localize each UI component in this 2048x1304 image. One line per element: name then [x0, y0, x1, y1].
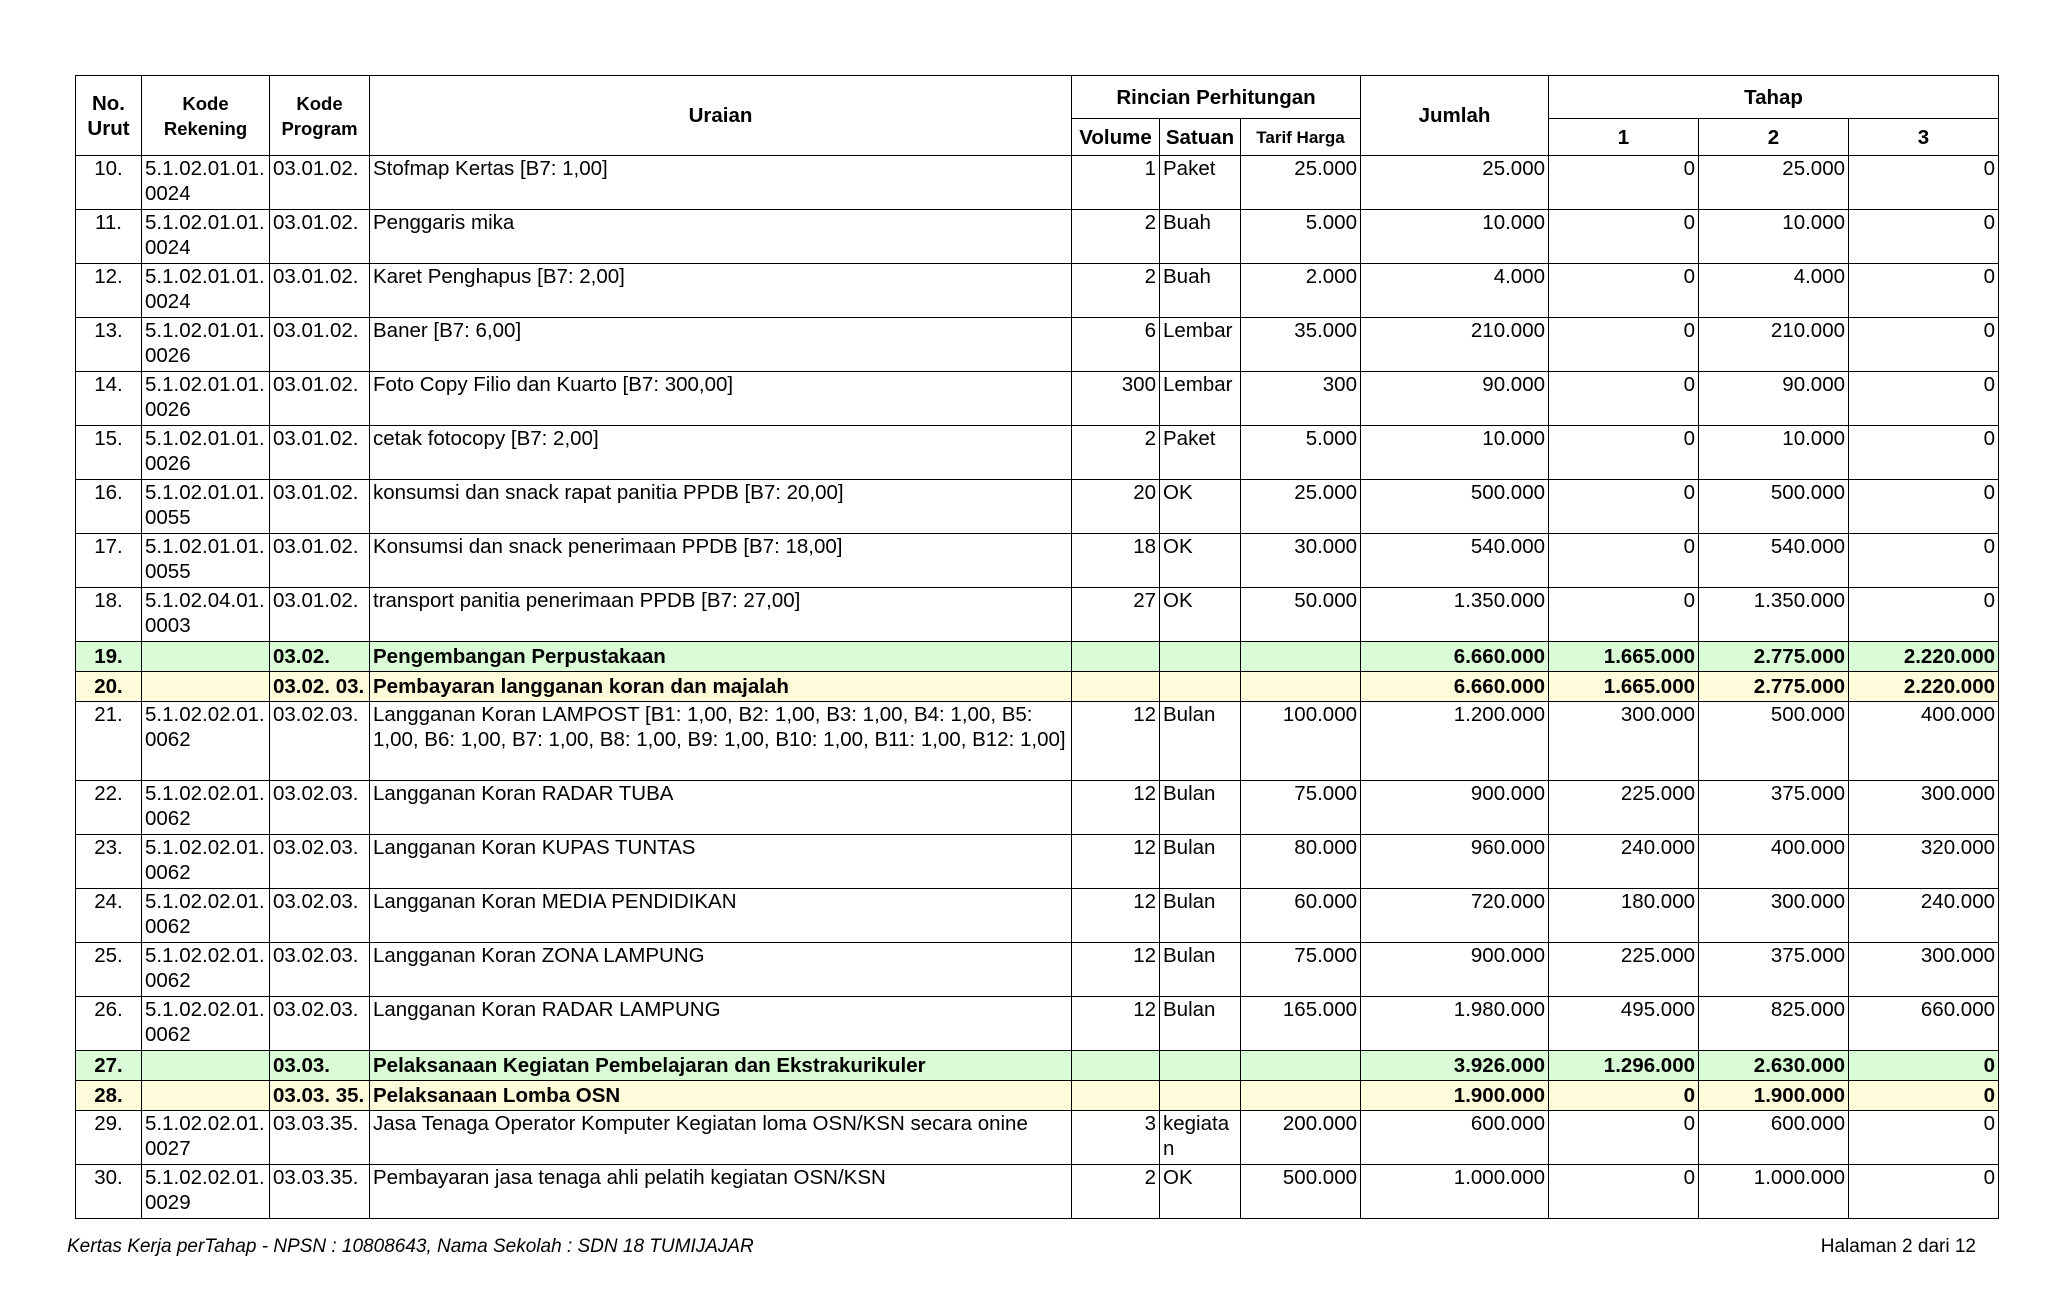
cell-no-urut: 25. [76, 943, 142, 997]
cell-tahap-3: 320.000 [1849, 835, 1999, 889]
cell-tarif-harga: 500.000 [1241, 1165, 1361, 1219]
table-row [76, 210, 1999, 264]
cell-volume: 2 [1072, 210, 1160, 264]
cell-tahap-3: 0 [1849, 588, 1999, 642]
cell-volume: 300 [1072, 372, 1160, 426]
cell-jumlah: 25.000 [1361, 156, 1549, 210]
cell-uraian: Baner [B7: 6,00] [370, 318, 1072, 372]
cell-kode-rekening: 5.1.02.02.01.0062 [142, 997, 270, 1051]
cell-jumlah: 10.000 [1361, 426, 1549, 480]
cell-volume: 20 [1072, 480, 1160, 534]
subtotal-row-green [76, 1051, 1999, 1081]
cell-tarif-harga: 75.000 [1241, 943, 1361, 997]
cell-kode-program: 03.02.03. [270, 835, 370, 889]
cell-tahap-1: 0 [1549, 534, 1699, 588]
header-tahap-1: 1 [1549, 119, 1699, 156]
cell-tahap-2: 2.775.000 [1699, 642, 1849, 672]
cell-uraian: transport panitia penerimaan PPDB [B7: 27,00] [370, 588, 1072, 642]
cell-tahap-2: 400.000 [1699, 835, 1849, 889]
cell-no-urut: 13. [76, 318, 142, 372]
cell-jumlah: 1.350.000 [1361, 588, 1549, 642]
cell-volume: 6 [1072, 318, 1160, 372]
cell-jumlah: 1.200.000 [1361, 702, 1549, 781]
table-row [76, 702, 1999, 781]
cell-tahap-3: 300.000 [1849, 781, 1999, 835]
subtotal-row-green [76, 642, 1999, 672]
cell-tahap-2: 540.000 [1699, 534, 1849, 588]
cell-kode-program: 03.02.03. [270, 702, 370, 781]
cell-tahap-1: 0 [1549, 264, 1699, 318]
cell-tahap-1: 300.000 [1549, 702, 1699, 781]
cell-kode-program: 03.03. [270, 1051, 370, 1081]
cell-jumlah: 720.000 [1361, 889, 1549, 943]
cell-uraian: Pelaksanaan Lomba OSN [370, 1081, 1072, 1111]
cell-jumlah: 600.000 [1361, 1111, 1549, 1165]
cell-jumlah: 6.660.000 [1361, 642, 1549, 672]
cell-volume: 27 [1072, 588, 1160, 642]
cell-uraian: Langganan Koran MEDIA PENDIDIKAN [370, 889, 1072, 943]
cell-satuan: OK [1160, 534, 1241, 588]
cell-kode-rekening: 5.1.02.01.01.0024 [142, 264, 270, 318]
cell-kode-rekening: 5.1.02.02.01.0062 [142, 835, 270, 889]
cell-satuan: Bulan [1160, 781, 1241, 835]
cell-tahap-3: 0 [1849, 318, 1999, 372]
cell-kode-rekening: 5.1.02.02.01.0062 [142, 702, 270, 781]
cell-satuan: Bulan [1160, 997, 1241, 1051]
cell-volume [1072, 1081, 1160, 1111]
cell-tahap-3: 0 [1849, 1051, 1999, 1081]
cell-tahap-2: 25.000 [1699, 156, 1849, 210]
table-row [76, 781, 1999, 835]
cell-tahap-3: 0 [1849, 210, 1999, 264]
cell-tahap-1: 0 [1549, 480, 1699, 534]
cell-kode-rekening: 5.1.02.01.01.0026 [142, 372, 270, 426]
cell-uraian: Konsumsi dan snack penerimaan PPDB [B7: 18,00] [370, 534, 1072, 588]
cell-tahap-1: 0 [1549, 372, 1699, 426]
header-tahap-3: 3 [1849, 119, 1999, 156]
cell-satuan: Bulan [1160, 889, 1241, 943]
cell-tahap-2: 375.000 [1699, 943, 1849, 997]
cell-uraian: Pelaksanaan Kegiatan Pembelajaran dan Ekstrakurikuler [370, 1051, 1072, 1081]
cell-no-urut: 30. [76, 1165, 142, 1219]
cell-tahap-3: 0 [1849, 1081, 1999, 1111]
cell-jumlah: 540.000 [1361, 534, 1549, 588]
cell-tarif-harga: 80.000 [1241, 835, 1361, 889]
cell-tarif-harga: 100.000 [1241, 702, 1361, 781]
header-tahap-2: 2 [1699, 119, 1849, 156]
cell-uraian: konsumsi dan snack rapat panitia PPDB [B7: 20,00] [370, 480, 1072, 534]
cell-jumlah: 900.000 [1361, 781, 1549, 835]
cell-kode-rekening [142, 642, 270, 672]
cell-uraian: Langganan Koran RADAR TUBA [370, 781, 1072, 835]
cell-tahap-3: 0 [1849, 264, 1999, 318]
cell-kode-program: 03.01.02. [270, 534, 370, 588]
cell-kode-program: 03.02.03. [270, 943, 370, 997]
cell-no-urut: 16. [76, 480, 142, 534]
cell-tahap-2: 210.000 [1699, 318, 1849, 372]
cell-tarif-harga: 35.000 [1241, 318, 1361, 372]
cell-kode-rekening: 5.1.02.02.01.0029 [142, 1165, 270, 1219]
header-tahap: Tahap [1549, 76, 1999, 119]
cell-tarif-harga: 50.000 [1241, 588, 1361, 642]
cell-volume: 18 [1072, 534, 1160, 588]
cell-kode-rekening: 5.1.02.01.01.0024 [142, 156, 270, 210]
cell-kode-program: 03.01.02. [270, 156, 370, 210]
cell-tahap-2: 1.000.000 [1699, 1165, 1849, 1219]
cell-no-urut: 11. [76, 210, 142, 264]
cell-kode-program: 03.01.02. [270, 210, 370, 264]
cell-tahap-1: 0 [1549, 1081, 1699, 1111]
cell-jumlah: 500.000 [1361, 480, 1549, 534]
cell-satuan: kegiatan [1160, 1111, 1241, 1165]
cell-no-urut: 17. [76, 534, 142, 588]
cell-uraian: Langganan Koran LAMPOST [B1: 1,00, B2: 1,00, B3: 1,00, B4: 1,00, B5: 1,00, B6: 1,00, B7: 1,00, B8: 1,00, B9: 1,00, B10: 1,00, B11: 1,00, B12: 1,00] [370, 702, 1072, 781]
cell-satuan: Lembar [1160, 372, 1241, 426]
header-jumlah: Jumlah [1361, 76, 1549, 156]
cell-satuan: Paket [1160, 156, 1241, 210]
cell-tahap-1: 225.000 [1549, 943, 1699, 997]
header-no-urut: No. Urut [76, 76, 142, 156]
table-row [76, 318, 1999, 372]
cell-kode-program: 03.01.02. [270, 426, 370, 480]
cell-uraian: Karet Penghapus [B7: 2,00] [370, 264, 1072, 318]
cell-volume [1072, 672, 1160, 702]
cell-no-urut: 21. [76, 702, 142, 781]
cell-volume: 3 [1072, 1111, 1160, 1165]
cell-kode-program: 03.02.03. [270, 781, 370, 835]
cell-jumlah: 1.000.000 [1361, 1165, 1549, 1219]
cell-kode-rekening: 5.1.02.01.01.0024 [142, 210, 270, 264]
cell-tarif-harga: 165.000 [1241, 997, 1361, 1051]
cell-uraian: Foto Copy Filio dan Kuarto [B7: 300,00] [370, 372, 1072, 426]
cell-uraian: Stofmap Kertas [B7: 1,00] [370, 156, 1072, 210]
cell-tahap-1: 1.665.000 [1549, 672, 1699, 702]
cell-tahap-3: 0 [1849, 1165, 1999, 1219]
cell-tahap-1: 0 [1549, 210, 1699, 264]
cell-tahap-1: 225.000 [1549, 781, 1699, 835]
cell-tahap-1: 0 [1549, 318, 1699, 372]
cell-satuan: OK [1160, 1165, 1241, 1219]
cell-kode-rekening: 5.1.02.01.01.0055 [142, 480, 270, 534]
cell-volume: 2 [1072, 264, 1160, 318]
cell-satuan: Bulan [1160, 835, 1241, 889]
cell-tahap-3: 0 [1849, 480, 1999, 534]
table-header [76, 76, 1999, 156]
cell-uraian: Pembayaran langganan koran dan majalah [370, 672, 1072, 702]
table-row [76, 889, 1999, 943]
cell-no-urut: 26. [76, 997, 142, 1051]
cell-tahap-2: 90.000 [1699, 372, 1849, 426]
cell-kode-rekening [142, 672, 270, 702]
cell-tahap-1: 495.000 [1549, 997, 1699, 1051]
cell-tahap-1: 0 [1549, 1111, 1699, 1165]
header-volume: Volume [1072, 119, 1160, 156]
header-satuan: Satuan [1160, 119, 1241, 156]
cell-no-urut: 12. [76, 264, 142, 318]
cell-volume: 2 [1072, 426, 1160, 480]
cell-tahap-2: 825.000 [1699, 997, 1849, 1051]
cell-kode-rekening: 5.1.02.02.01.0062 [142, 889, 270, 943]
cell-tahap-3: 2.220.000 [1849, 672, 1999, 702]
cell-kode-program: 03.02. 03. [270, 672, 370, 702]
cell-tarif-harga: 300 [1241, 372, 1361, 426]
cell-kode-program: 03.01.02. [270, 588, 370, 642]
cell-kode-rekening [142, 1081, 270, 1111]
cell-tahap-2: 500.000 [1699, 702, 1849, 781]
cell-tarif-harga: 25.000 [1241, 156, 1361, 210]
cell-kode-rekening: 5.1.02.01.01.0055 [142, 534, 270, 588]
cell-satuan: Bulan [1160, 943, 1241, 997]
cell-uraian: Penggaris mika [370, 210, 1072, 264]
cell-jumlah: 3.926.000 [1361, 1051, 1549, 1081]
cell-no-urut: 14. [76, 372, 142, 426]
cell-tarif-harga: 5.000 [1241, 210, 1361, 264]
cell-no-urut: 27. [76, 1051, 142, 1081]
cell-tarif-harga: 5.000 [1241, 426, 1361, 480]
cell-tahap-1: 0 [1549, 156, 1699, 210]
cell-jumlah: 1.900.000 [1361, 1081, 1549, 1111]
cell-tahap-2: 10.000 [1699, 210, 1849, 264]
cell-no-urut: 29. [76, 1111, 142, 1165]
cell-satuan [1160, 1081, 1241, 1111]
cell-kode-program: 03.01.02. [270, 372, 370, 426]
cell-no-urut: 23. [76, 835, 142, 889]
budget-worksheet-table [75, 75, 1999, 1219]
cell-tahap-2: 500.000 [1699, 480, 1849, 534]
cell-satuan: OK [1160, 588, 1241, 642]
cell-kode-program: 03.01.02. [270, 318, 370, 372]
cell-no-urut: 24. [76, 889, 142, 943]
table-row [76, 534, 1999, 588]
cell-satuan: OK [1160, 480, 1241, 534]
cell-jumlah: 90.000 [1361, 372, 1549, 426]
cell-no-urut: 10. [76, 156, 142, 210]
cell-volume: 12 [1072, 889, 1160, 943]
table-body [76, 156, 1999, 1219]
cell-tarif-harga: 2.000 [1241, 264, 1361, 318]
cell-tahap-2: 4.000 [1699, 264, 1849, 318]
cell-kode-program: 03.02. [270, 642, 370, 672]
table-row [76, 588, 1999, 642]
cell-volume: 1 [1072, 156, 1160, 210]
cell-tahap-3: 0 [1849, 1111, 1999, 1165]
cell-jumlah: 900.000 [1361, 943, 1549, 997]
cell-jumlah: 960.000 [1361, 835, 1549, 889]
cell-tahap-3: 400.000 [1849, 702, 1999, 781]
cell-kode-program: 03.02.03. [270, 997, 370, 1051]
table-row [76, 1111, 1999, 1165]
cell-uraian: cetak fotocopy [B7: 2,00] [370, 426, 1072, 480]
cell-tahap-3: 240.000 [1849, 889, 1999, 943]
cell-tahap-1: 1.296.000 [1549, 1051, 1699, 1081]
cell-volume [1072, 1051, 1160, 1081]
cell-tarif-harga [1241, 1081, 1361, 1111]
table-row [76, 1165, 1999, 1219]
cell-tahap-1: 1.665.000 [1549, 642, 1699, 672]
cell-tarif-harga: 30.000 [1241, 534, 1361, 588]
cell-kode-program: 03.03.35. [270, 1111, 370, 1165]
cell-uraian: Langganan Koran KUPAS TUNTAS [370, 835, 1072, 889]
cell-tarif-harga: 60.000 [1241, 889, 1361, 943]
cell-kode-program: 03.01.02. [270, 264, 370, 318]
cell-kode-program: 03.02.03. [270, 889, 370, 943]
cell-jumlah: 10.000 [1361, 210, 1549, 264]
cell-tarif-harga [1241, 1051, 1361, 1081]
table-row [76, 480, 1999, 534]
cell-satuan: Bulan [1160, 702, 1241, 781]
cell-kode-rekening: 5.1.02.02.01.0062 [142, 781, 270, 835]
header-kode-program: Kode Program [270, 76, 370, 156]
cell-satuan: Lembar [1160, 318, 1241, 372]
footer-page-number: Halaman 2 dari 12 [1820, 1236, 1976, 1257]
cell-volume: 12 [1072, 835, 1160, 889]
table-row [76, 835, 1999, 889]
cell-tahap-3: 0 [1849, 372, 1999, 426]
cell-tahap-2: 1.900.000 [1699, 1081, 1849, 1111]
cell-tahap-2: 300.000 [1699, 889, 1849, 943]
cell-uraian: Langganan Koran RADAR LAMPUNG [370, 997, 1072, 1051]
cell-no-urut: 15. [76, 426, 142, 480]
header-tarif-harga: Tarif Harga [1241, 119, 1361, 156]
cell-kode-rekening: 5.1.02.02.01.0062 [142, 943, 270, 997]
table-row [76, 156, 1999, 210]
cell-kode-rekening [142, 1051, 270, 1081]
table-row [76, 372, 1999, 426]
table-row [76, 943, 1999, 997]
cell-tarif-harga [1241, 672, 1361, 702]
cell-volume: 12 [1072, 943, 1160, 997]
cell-tahap-3: 300.000 [1849, 943, 1999, 997]
cell-jumlah: 1.980.000 [1361, 997, 1549, 1051]
cell-kode-rekening: 5.1.02.02.01.0027 [142, 1111, 270, 1165]
cell-uraian: Langganan Koran ZONA LAMPUNG [370, 943, 1072, 997]
footer-document-info: Kertas Kerja perTahap - NPSN : 10808643, Nama Sekolah : SDN 18 TUMIJAJAR [67, 1236, 754, 1257]
cell-tahap-1: 0 [1549, 1165, 1699, 1219]
cell-volume: 12 [1072, 702, 1160, 781]
cell-tahap-2: 1.350.000 [1699, 588, 1849, 642]
cell-tahap-2: 10.000 [1699, 426, 1849, 480]
cell-kode-rekening: 5.1.02.01.01.0026 [142, 426, 270, 480]
cell-uraian: Pembayaran jasa tenaga ahli pelatih kegiatan OSN/KSN [370, 1165, 1072, 1219]
cell-tahap-3: 2.220.000 [1849, 642, 1999, 672]
subtotal-row-yellow [76, 672, 1999, 702]
cell-tahap-3: 660.000 [1849, 997, 1999, 1051]
cell-satuan [1160, 672, 1241, 702]
cell-satuan: Buah [1160, 210, 1241, 264]
table-row [76, 997, 1999, 1051]
cell-tarif-harga: 75.000 [1241, 781, 1361, 835]
cell-tahap-2: 375.000 [1699, 781, 1849, 835]
subtotal-row-yellow [76, 1081, 1999, 1111]
cell-kode-rekening: 5.1.02.01.01.0026 [142, 318, 270, 372]
cell-satuan: Buah [1160, 264, 1241, 318]
cell-uraian: Pengembangan Perpustakaan [370, 642, 1072, 672]
table-row [76, 426, 1999, 480]
cell-tarif-harga: 25.000 [1241, 480, 1361, 534]
cell-no-urut: 18. [76, 588, 142, 642]
cell-volume [1072, 642, 1160, 672]
cell-kode-program: 03.03.35. [270, 1165, 370, 1219]
cell-jumlah: 4.000 [1361, 264, 1549, 318]
cell-tahap-2: 2.630.000 [1699, 1051, 1849, 1081]
cell-satuan: Paket [1160, 426, 1241, 480]
cell-no-urut: 20. [76, 672, 142, 702]
cell-tahap-3: 0 [1849, 426, 1999, 480]
cell-volume: 12 [1072, 997, 1160, 1051]
cell-jumlah: 210.000 [1361, 318, 1549, 372]
cell-tarif-harga: 200.000 [1241, 1111, 1361, 1165]
cell-satuan [1160, 642, 1241, 672]
cell-uraian: Jasa Tenaga Operator Komputer Kegiatan loma OSN/KSN secara onine [370, 1111, 1072, 1165]
cell-kode-program: 03.03. 35. [270, 1081, 370, 1111]
cell-volume: 2 [1072, 1165, 1160, 1219]
cell-satuan [1160, 1051, 1241, 1081]
cell-tahap-2: 600.000 [1699, 1111, 1849, 1165]
cell-tahap-1: 240.000 [1549, 835, 1699, 889]
header-uraian: Uraian [370, 76, 1072, 156]
cell-tahap-1: 180.000 [1549, 889, 1699, 943]
cell-tahap-1: 0 [1549, 426, 1699, 480]
cell-no-urut: 22. [76, 781, 142, 835]
cell-no-urut: 19. [76, 642, 142, 672]
cell-jumlah: 6.660.000 [1361, 672, 1549, 702]
cell-kode-rekening: 5.1.02.04.01.0003 [142, 588, 270, 642]
table-row [76, 264, 1999, 318]
header-kode-rekening: Kode Rekening [142, 76, 270, 156]
cell-volume: 12 [1072, 781, 1160, 835]
cell-tahap-3: 0 [1849, 156, 1999, 210]
cell-tahap-2: 2.775.000 [1699, 672, 1849, 702]
cell-kode-program: 03.01.02. [270, 480, 370, 534]
cell-no-urut: 28. [76, 1081, 142, 1111]
cell-tahap-3: 0 [1849, 534, 1999, 588]
cell-tahap-1: 0 [1549, 588, 1699, 642]
header-rincian-perhitungan: Rincian Perhitungan [1072, 76, 1361, 119]
cell-tarif-harga [1241, 642, 1361, 672]
